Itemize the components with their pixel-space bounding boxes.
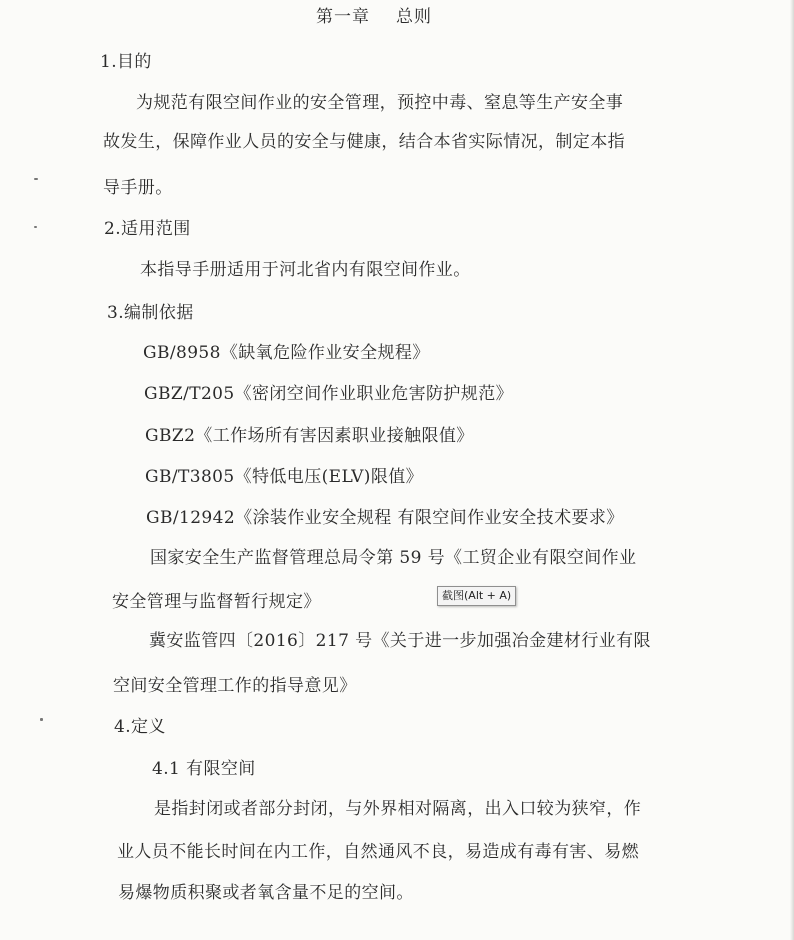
screenshot-tooltip: 截图(Alt + A) <box>437 586 516 606</box>
section-4-line-1: 是指封闭或者部分封闭，与外界相对隔离，出入口较为狭窄，作 <box>154 799 642 819</box>
reference-item: GB/12942《涂装作业安全规程 有限空间作业安全技术要求》 <box>146 508 624 528</box>
reference-item: GB/8958《缺氧危险作业安全规程》 <box>143 343 430 363</box>
section-1-line-3: 导手册。 <box>103 178 173 198</box>
section-4-heading: 4.定义 <box>114 717 166 737</box>
section-4-line-3: 易爆物质积聚或者氧含量不足的空间。 <box>118 883 414 903</box>
chapter-name: 总则 <box>396 7 432 27</box>
scan-speck <box>34 226 37 228</box>
reference-item: GB/T3805《特低电压(ELV)限值》 <box>145 467 424 487</box>
chapter-number: 第一章 <box>316 7 370 27</box>
section-1-line-1: 为规范有限空间作业的安全管理，预控中毒、窒息等生产安全事 <box>136 93 624 113</box>
section-1-heading: 1.目的 <box>100 52 152 72</box>
scan-speck <box>40 718 43 721</box>
section-2-heading: 2.适用范围 <box>104 219 191 239</box>
section-2-line-1: 本指导手册适用于河北省内有限空间作业。 <box>140 260 471 280</box>
reference-item-6-line-2: 安全管理与监督暂行规定》 <box>112 592 321 612</box>
section-4-line-2: 业人员不能长时间在内工作，自然通风不良，易造成有毒有害、易燃 <box>117 842 639 862</box>
reference-item: GBZ2《工作场所有害因素职业接触限值》 <box>145 426 474 446</box>
section-1-line-2: 故发生，保障作业人员的安全与健康，结合本省实际情况，制定本指 <box>103 132 625 152</box>
reference-item: GBZ/T205《密闭空间作业职业危害防护规范》 <box>144 384 513 404</box>
scan-speck <box>34 178 38 180</box>
page-edge-shadow <box>790 0 794 940</box>
section-3-heading: 3.编制依据 <box>107 303 194 323</box>
reference-item-7-line-2: 空间安全管理工作的指导意见》 <box>113 676 357 696</box>
chapter-title <box>316 6 432 28</box>
reference-item-6-line-1: 国家安全生产监督管理总局令第 59 号《工贸企业有限空间作业 <box>150 548 637 568</box>
reference-item-7-line-1: 冀安监管四〔2016〕217 号《关于进一步加强冶金建材行业有限 <box>149 631 651 651</box>
section-4-subheading: 4.1 有限空间 <box>152 759 256 779</box>
